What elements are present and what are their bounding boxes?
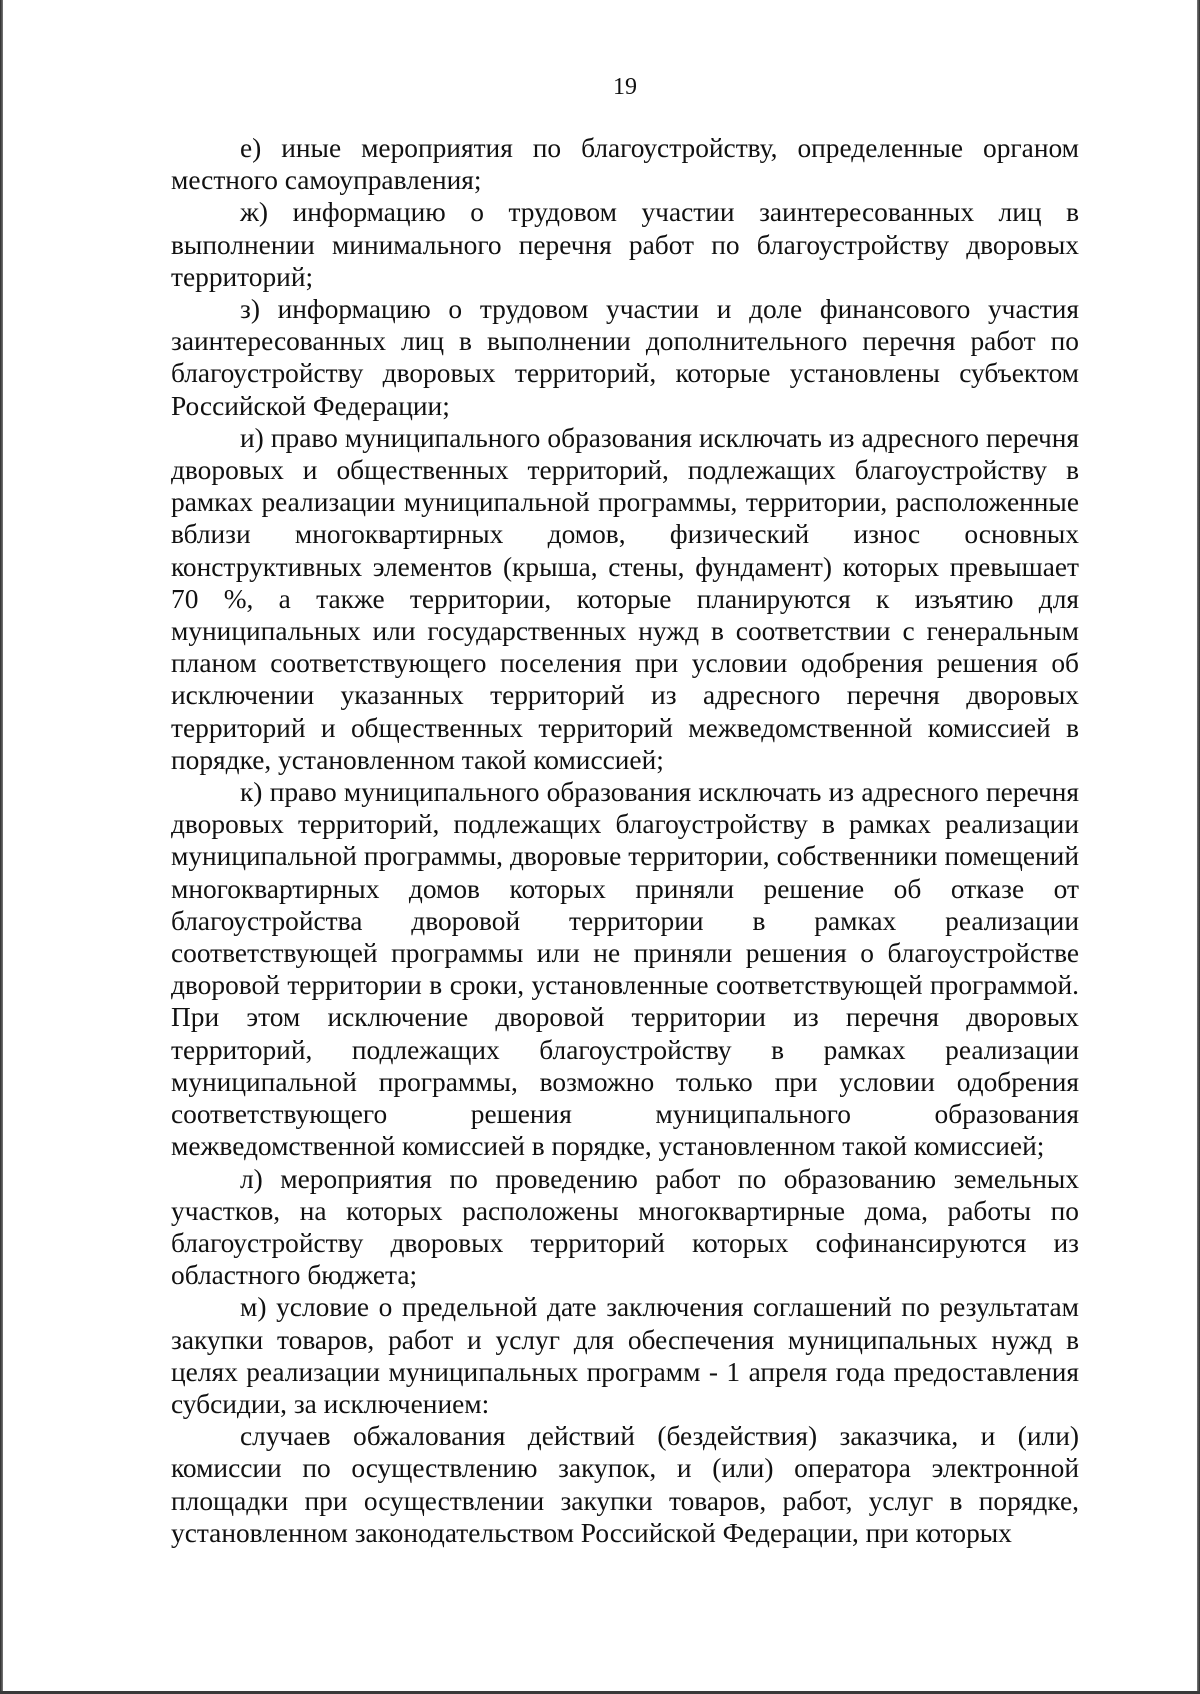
paragraph-l: л) мероприятия по проведению работ по образованию земельных участков, на которых расположены многоквартирные дома, работы по благоустройству дворовых территорий которых софинансируются из областного бюджета; bbox=[171, 1163, 1079, 1291]
paragraph-i: и) право муниципального образования исключать из адресного перечня дворовых и общественных территорий, подлежащих благоустройству в рамках реализации муниципальной программы, территории, расположенные вблизи многоквартирных домов, физический износ основных конструктивных элементов (крыша, стены, фундамент) которых превышает 70 %, а также территории, которые планируются к изъятию для муниципальных или государственных нужд в соответствии с генеральным планом соответствующего поселения при условии одобрения решения об исключении указанных территорий из адресного перечня дворовых территорий и общественных территорий межведомственной комиссией в порядке, установленном такой комиссией; bbox=[171, 422, 1079, 775]
paragraph-e: е) иные мероприятия по благоустройству, определенные органом местного самоуправления; bbox=[171, 133, 1079, 196]
paragraph-m: м) условие о предельной дате заключения соглашений по результатам закупки товаров, работ и услуг для обеспечения муниципальных нужд в целях реализации муниципальных программ - 1 апреля года предоставления субсидии, за исключением: bbox=[171, 1292, 1079, 1419]
paragraph-exceptions: случаев обжалования действий (бездействия) заказчика, и (или) комиссии по осуществлению закупок, и (или) оператора электронной площадки при осуществлении закупки товаров, работ, услуг в порядке, установленном законодательством Российской Федерации, при которых bbox=[171, 1421, 1079, 1548]
paragraph-z: з) информацию о трудовом участии и доле финансового участия заинтересованных лиц в выполнении дополнительного перечня работ по благоустройству дворовых территорий, которые установлены субъектом Российской Федерации; bbox=[171, 294, 1079, 421]
page-number: 19 bbox=[613, 74, 637, 100]
paragraph-k: к) право муниципального образования исключать из адресного перечня дворовых территорий, подлежащих благоустройству в рамках реализации муниципальной программы, дворовые территории, собственники помещений многоквартирных домов которых приняли решение об отказе от благоустройства дворовой территории в рамках реализации соответствующей программы или не приняли решения о благоустройстве дворовой территории в сроки, установленные соответствующей программой. При этом исключение дворовой территории из перечня дворовых территорий, подлежащих благоустройству в рамках реализации муниципальной программы, возможно только при условии одобрения соответствующего решения муниципального образования межведомственной комиссией в порядке, установленном такой комиссией; bbox=[171, 777, 1079, 1162]
scan-edge-left bbox=[0, 0, 3, 1694]
document-body bbox=[171, 132, 1079, 1549]
paragraph-zh: ж) информацию о трудовом участии заинтересованных лиц в выполнении минимального перечня работ по благоустройству дворовых территорий; bbox=[171, 197, 1079, 292]
